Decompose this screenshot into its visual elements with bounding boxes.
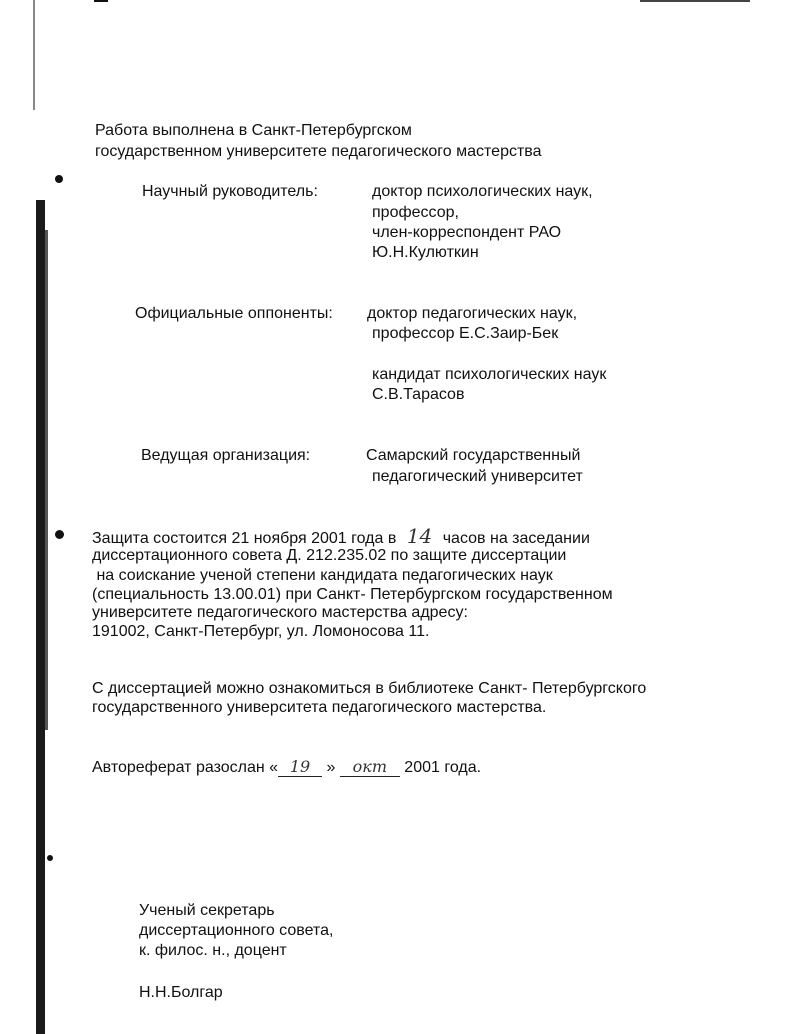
supervisor-line-1: доктор психологических наук, [372, 183, 593, 200]
secretary-line-1: Ученый секретарь [139, 902, 275, 919]
header-line-2: государственном университете педагогического мастерства [95, 143, 542, 160]
mailing-day-handwritten: 19 [278, 758, 322, 777]
mailing-text-middle: » [326, 759, 336, 776]
scan-edge-bar [36, 200, 45, 1034]
scan-top-mark-right [640, 0, 750, 2]
scan-dot-2 [55, 530, 64, 539]
defense-hour-handwritten: 14 [406, 524, 433, 548]
mailing-text-start: Автореферат разослан « [92, 759, 279, 776]
supervisor-line-4: Ю.Н.Кулюткин [372, 244, 479, 261]
defense-line-1-end: часов на заседании [442, 530, 590, 547]
scan-dot-1 [55, 175, 63, 183]
supervisor-line-2: профессор, [372, 204, 459, 221]
opponent-1-line-2: профессор Е.С.Заир-Бек [372, 325, 559, 342]
opponent-1-line-1: доктор педагогических наук, [367, 305, 578, 322]
defense-line-2: диссертационного совета Д. 212.235.02 по защите диссертации [92, 547, 567, 564]
secretary-line-2: диссертационного совета, [139, 922, 334, 939]
lead-org-line-2: педагогический университет [372, 468, 583, 485]
mailing-month-handwritten: окт [340, 758, 400, 777]
secretary-name: Н.Н.Болгар [139, 984, 223, 1001]
header-line-1: Работа выполнена в Санкт-Петербургском [95, 122, 412, 139]
supervisor-line-3: член-корреспондент РАО [372, 224, 562, 241]
defense-line-6: 191002, Санкт-Петербург, ул. Ломоносова 11. [92, 623, 430, 640]
defense-line-3: на соискание ученой степени кандидата педагогических наук [92, 567, 553, 584]
library-line-1: С диссертацией можно ознакомиться в библиотеке Санкт- Петербургского [92, 680, 647, 697]
lead-org-line-1: Самарский государственный [366, 447, 581, 464]
scan-edge-bar-shade [45, 230, 48, 730]
scan-edge-line-top [33, 0, 35, 110]
defense-line-1-start: Защита состоится 21 ноября 2001 года в [92, 530, 397, 547]
scan-top-mark-left [94, 0, 108, 2]
opponent-2-line-1: кандидат психологических наук [372, 366, 607, 383]
library-line-2: государственного университета педагогического мастерства. [92, 699, 547, 716]
secretary-line-3: к. филос. н., доцент [139, 942, 287, 959]
mailing-text-end: 2001 года. [404, 759, 482, 776]
opponent-2-line-2: С.В.Тарасов [372, 386, 465, 403]
opponents-label: Официальные оппоненты: [135, 305, 333, 322]
mailing-line [92, 758, 481, 778]
defense-line-4: (специальность 13.00.01) при Санкт- Петербургском государственном [92, 586, 613, 603]
supervisor-label: Научный руководитель: [142, 183, 318, 200]
defense-line-5: университете педагогического мастерства адресу: [92, 604, 468, 621]
lead-org-label: Ведущая организация: [141, 447, 311, 464]
scan-dot-3 [47, 855, 53, 861]
